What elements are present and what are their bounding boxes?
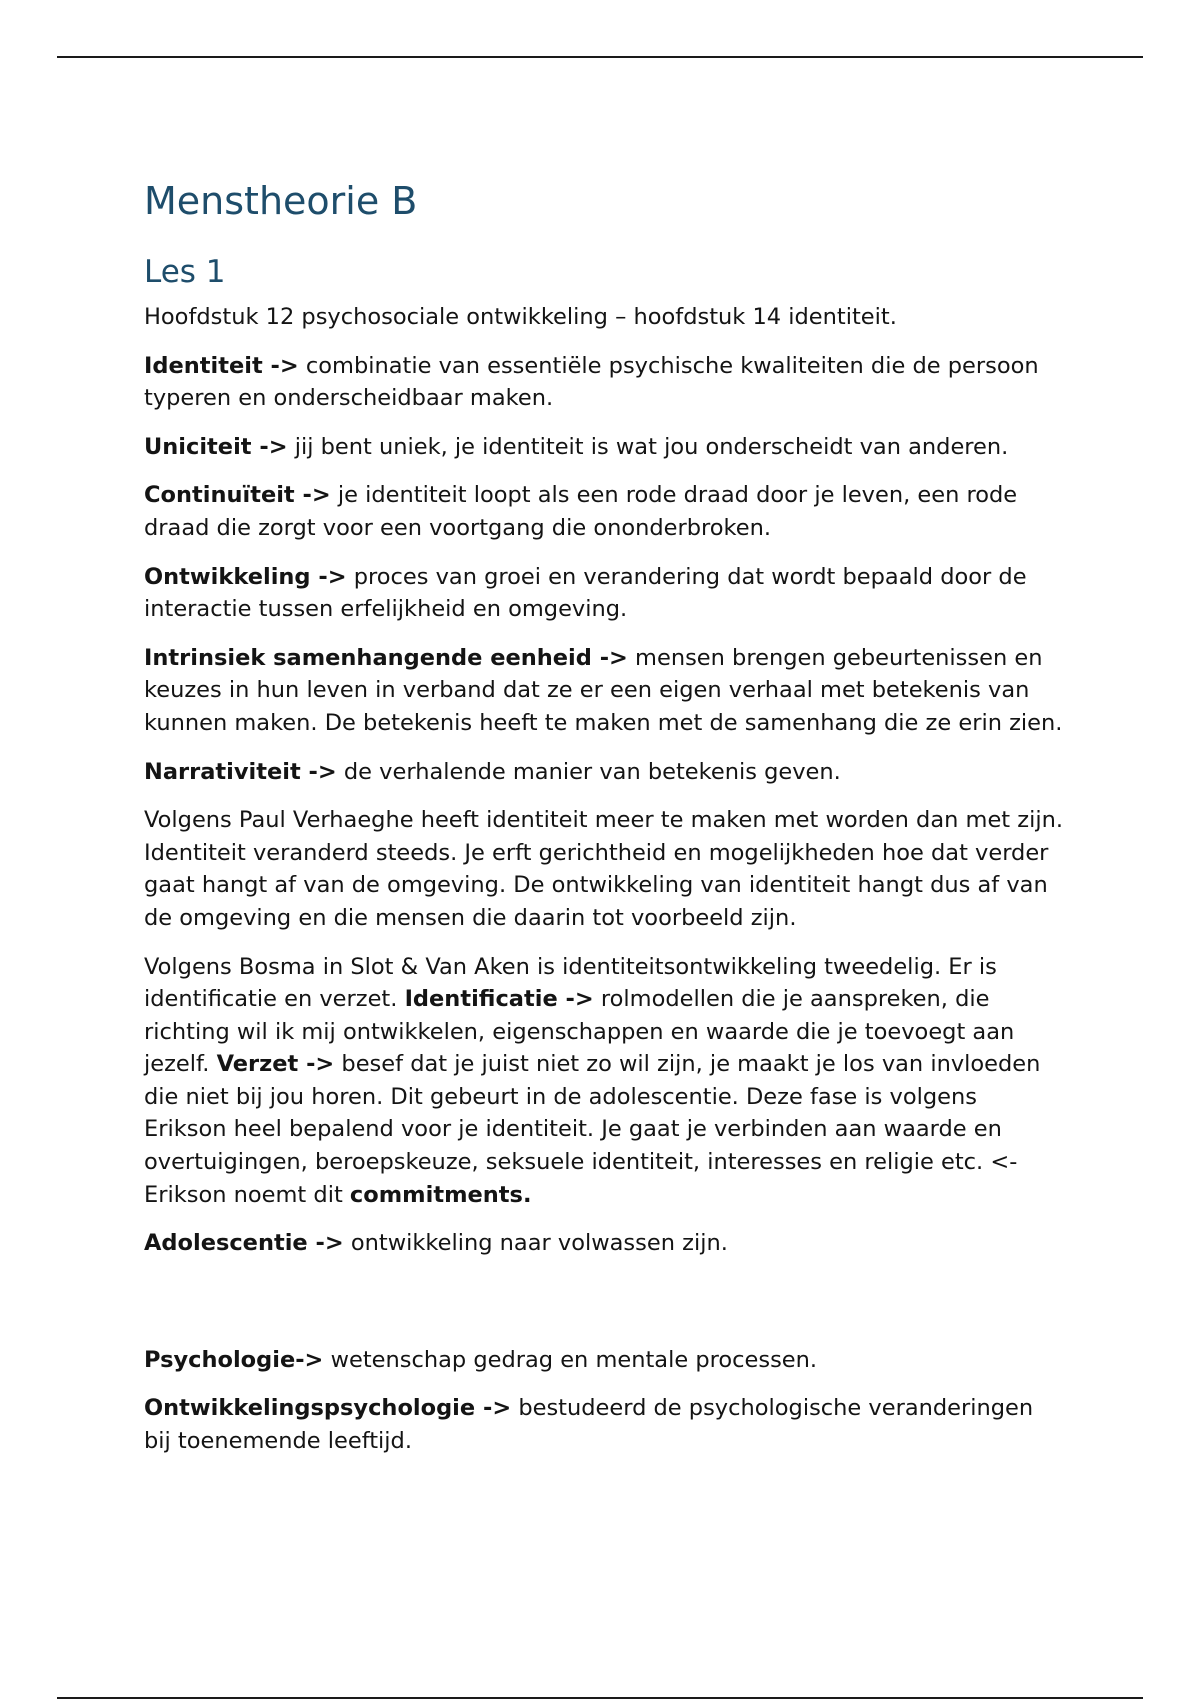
definition-text: bestudeerd de psychologische veranderingen bij toenemende leeftijd.: [144, 1395, 1034, 1455]
header-rule: [57, 56, 1143, 58]
section-heading: Les 1: [144, 254, 226, 290]
definition-text: de verhalende manier van betekenis geven.: [336, 758, 841, 785]
definition-term: Psychologie->: [144, 1346, 324, 1373]
document-body: [144, 175, 1064, 1474]
term-verzet: Verzet ->: [216, 1051, 335, 1078]
intro-paragraph: Hoofdstuk 12 psychosociale ontwikkeling – hoofdstuk 14 identiteit.: [144, 304, 897, 330]
definition-term: Intrinsiek samenhangende eenheid ->: [144, 644, 628, 671]
definition-text: ontwikkeling naar volwassen zijn.: [343, 1230, 728, 1257]
definition-term: Narrativiteit ->: [144, 758, 337, 785]
definition-term: Adolescentie ->: [144, 1230, 344, 1257]
definition-text: proces van groei en verandering dat wordt bepaald door de interactie tussen erfelijkheid en omgeving.: [144, 563, 1027, 623]
bosma-text: Volgens Bosma in Slot & Van Aken is identiteitsontwikkeling tweedelig. Er is identificatie en verzet.: [144, 953, 997, 1013]
bosma-paragraph: [144, 951, 1064, 1212]
definition-term: Continuïteit ->: [144, 482, 331, 509]
document-title: Menstheorie B: [144, 179, 418, 223]
definition-term: Identiteit ->: [144, 352, 299, 379]
definition-ontwikkelingspsychologie: [144, 1392, 1064, 1457]
definition-text: jij bent uniek, je identiteit is wat jou onderscheidt van anderen.: [287, 433, 1009, 460]
term-identificatie: Identificatie ->: [404, 986, 594, 1013]
definition-text: mensen brengen gebeurtenissen en keuzes in hun leven in verband dat ze er een eigen verhaal met betekenis van kunnen maken. De betekenis heeft te maken met de samenhang die ze erin zien.: [144, 644, 1063, 736]
definition-narrativiteit: [144, 756, 1064, 789]
definition-identiteit: [144, 350, 1064, 415]
definition-continuiteit: [144, 479, 1064, 544]
definition-text: je identiteit loopt als een rode draad door je leven, een rode draad die zorgt voor een voortgang die ononderbroken.: [144, 482, 1018, 541]
definition-text: wetenschap gedrag en mentale processen.: [323, 1346, 818, 1373]
bosma-text: besef dat je juist niet zo wil zijn, je maakt je los van invloeden die niet bij jou horen. Dit gebeurt in de adolescentie. Deze fase is volgens Erikson heel bepalend voor je identiteit. Je gaat je verbinden aan waarde en overtuigingen, beroepskeuze, seksuele identiteit, interesses en religie etc. <- Erikson noemt dit: [144, 1051, 1041, 1208]
definition-adolescentie: [144, 1227, 1064, 1260]
definition-psychologie: [144, 1344, 1064, 1377]
definition-term: Ontwikkelingspsychologie ->: [144, 1395, 512, 1422]
bosma-text: rolmodellen die je aanspreken, die richting wil ik mij ontwikkelen, eigenschappen en waarde die je toevoegt aan jezelf.: [144, 986, 1015, 1078]
term-commitments: commitments.: [349, 1181, 532, 1208]
verhaeghe-paragraph: Volgens Paul Verhaeghe heeft identiteit meer te maken met worden dan met zijn. Identiteit veranderd steeds. Je erft gerichtheid en mogelijkheden hoe dat verder gaat hangt af van de omgeving. De ontwikkeling van identiteit hangt dus af van de omgeving en die mensen die daarin tot voorbeeld zijn.: [144, 807, 1063, 931]
definition-ontwikkeling: [144, 561, 1064, 626]
definition-uniciteit: [144, 431, 1064, 464]
definition-term: Uniciteit ->: [144, 433, 288, 460]
footer-rule: [57, 1697, 1143, 1699]
definition-text: combinatie van essentiële psychische kwaliteiten die de persoon typeren en onderscheidbaar maken.: [144, 352, 1039, 412]
definition-intrinsiek: [144, 642, 1064, 740]
definition-term: Ontwikkeling ->: [144, 563, 347, 590]
